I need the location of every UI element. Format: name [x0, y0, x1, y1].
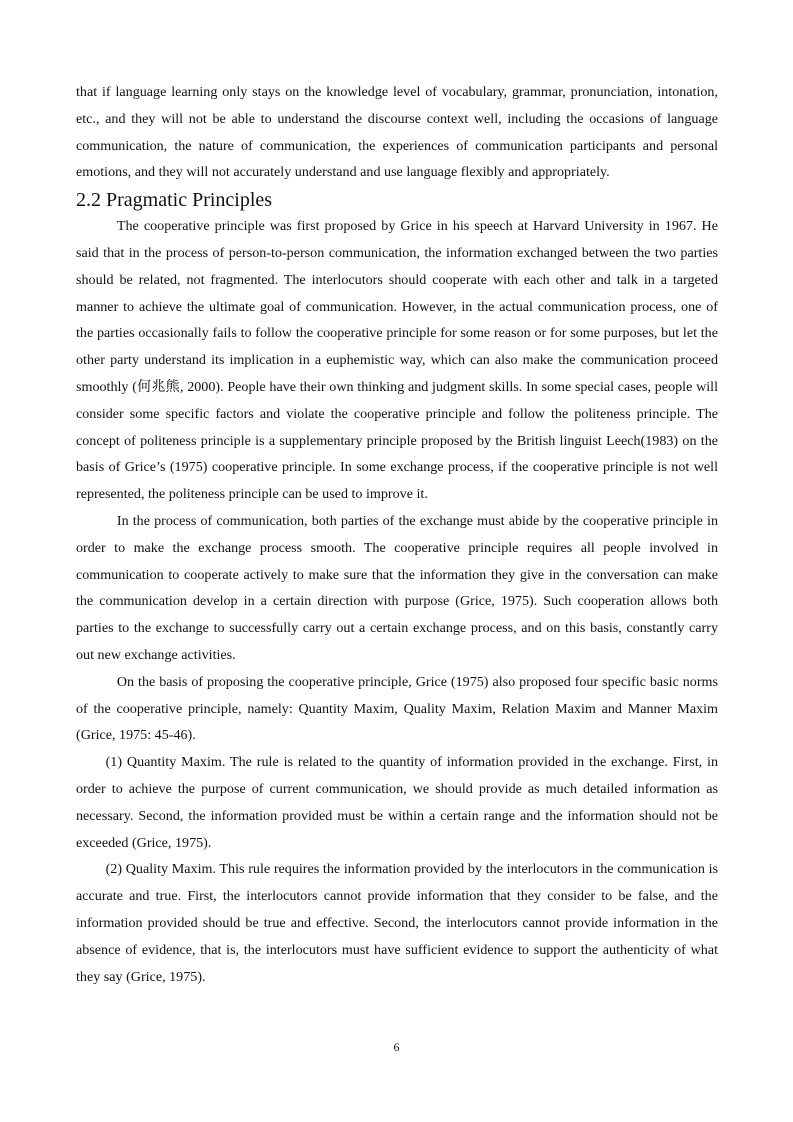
body-paragraph: The cooperative principle was first proposed by Grice in his speech at Harvard University in 1967. He said that in the process of person-to-person communication, the information exchanged between the two parties should be related, not fragmented. The interlocutors should cooperate with each other and talk in a targeted manner to achieve the ultimate goal of communication. However, in the actual communication process, one of the parties occasionally fails to follow the cooperative principle for some reason or for some purposes, but let the other party understand its implication in a euphemistic way, which can also make the communication proceed smoothly (何兆熊, 2000). People have their own thinking and judgment skills. In some special cases, people will consider some specific factors and violate the cooperative principle and follow the politeness principle. The concept of politeness principle is a supplementary principle proposed by the British linguist Leech(1983) on the basis of Grice’s (1975) cooperative principle. In some exchange process, if the cooperative principle is not well represented, the politeness principle can be used to improve it. — [76, 218, 718, 503]
maxim-paragraph-quantity: (1) Quantity Maxim. The rule is related to the quantity of information provided in the exchange. First, in order to achieve the purpose of current communication, we should provide as much detailed information as necessary. Second, the information provided must be within a certain range and the information should not be exceeded (Grice, 1975). — [76, 754, 718, 851]
section-heading: 2.2 Pragmatic Principles — [76, 189, 273, 212]
body-paragraph: In the process of communication, both parties of the exchange must abide by the cooperative principle in order to make the exchange process smooth. The cooperative principle requires all people involved in communication to cooperate actively to make sure that the information they give in the conversation can make the communication develop in a certain direction with purpose (Grice, 1975). Such cooperation allows both parties to the exchange to successfully carry out a certain exchange process, and on this basis, constantly carry out new exchange activities. — [76, 512, 718, 663]
page-content — [76, 79, 718, 990]
body-paragraph: On the basis of proposing the cooperative principle, Grice (1975) also proposed four specific basic norms of the cooperative principle, namely: Quantity Maxim, Quality Maxim, Relation Maxim and Manner Maxim (Grice, 1975: 45-46). — [76, 673, 718, 744]
maxim-paragraph-quality: (2) Quality Maxim. This rule requires the information provided by the interlocutors in the communication is accurate and true. First, the interlocutors cannot provide information that they consider to be false, and the information provided should be true and effective. Second, the interlocutors cannot provide information in the absence of evidence, that is, the interlocutors must have sufficient evidence to support the authenticity of what they say (Grice, 1975). — [76, 861, 718, 985]
page-number: 6 — [393, 1040, 400, 1054]
continuation-paragraph: that if language learning only stays on the knowledge level of vocabulary, grammar, pronunciation, intonation, etc., and they will not be able to understand the discourse context well, including the occasions of language communication, the nature of communication, the experiences of communication participants and personal emotions, and they will not accurately understand and use language flexibly and appropriately. — [76, 84, 718, 181]
